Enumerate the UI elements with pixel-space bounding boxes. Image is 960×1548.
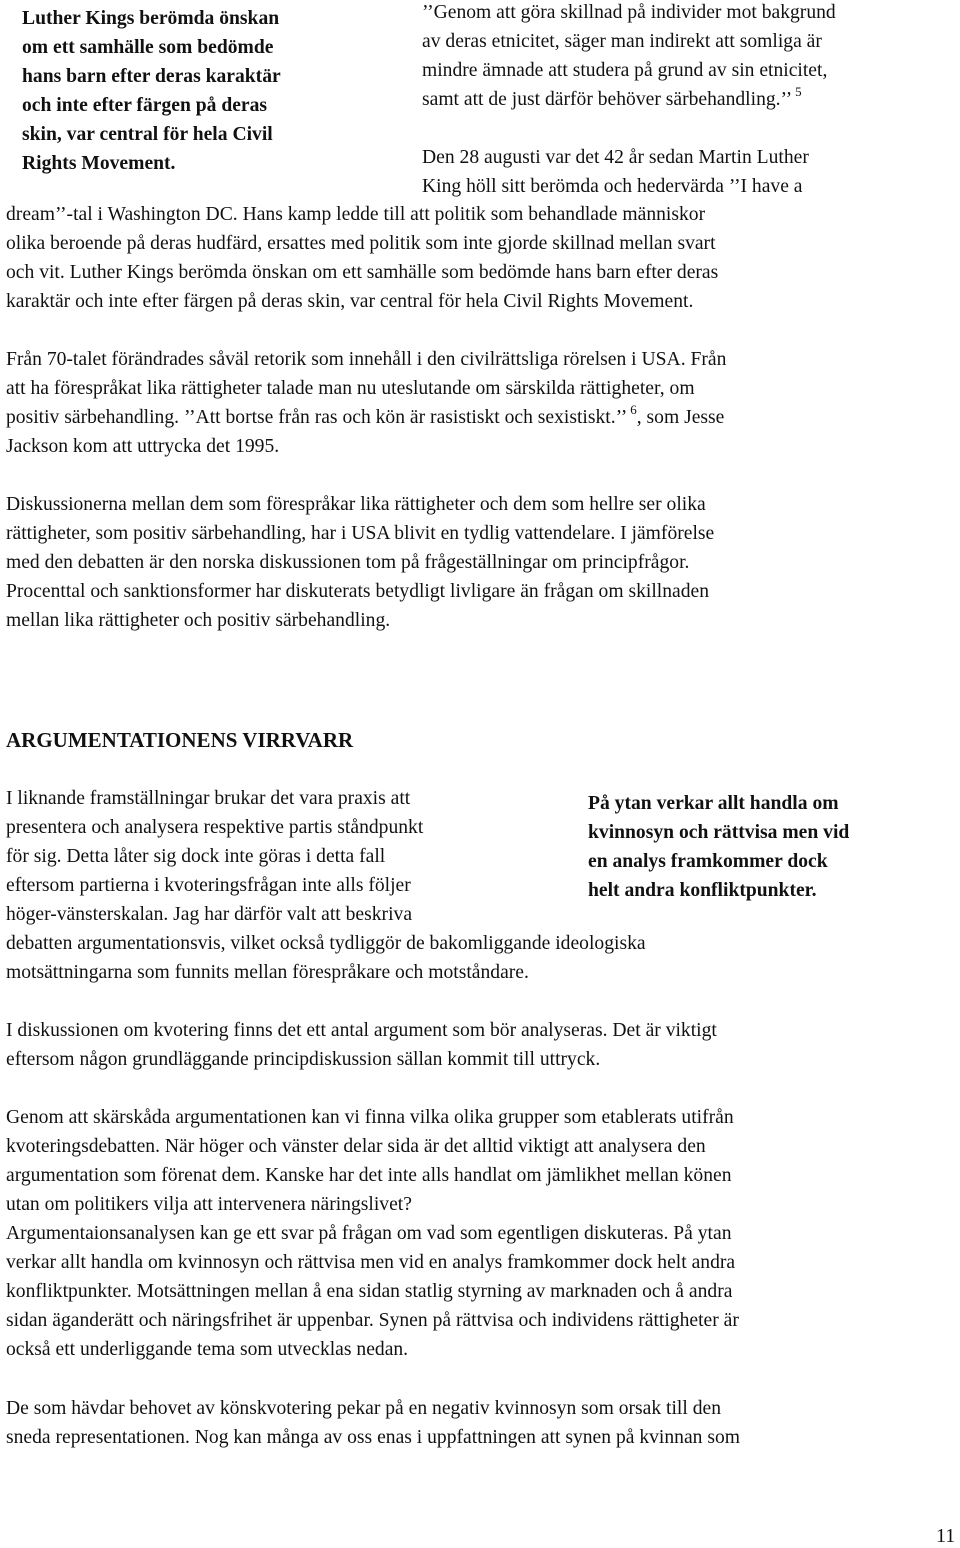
pull-quote-line: På ytan verkar allt handla om: [588, 793, 839, 814]
paragraph-line: Jackson kom att uttrycka det 1995.: [6, 436, 280, 457]
paragraph-line: I liknande framställningar brukar det vara praxis att: [6, 788, 411, 809]
paragraph-line: rättigheter, som positiv särbehandling, har i USA blivit en tydlig vattendelare. I jämförelse: [6, 523, 715, 544]
paragraph-line: presentera och analysera respektive partis ståndpunkt: [6, 817, 424, 838]
paragraph-text: , som Jesse: [636, 407, 725, 428]
footnote-marker[interactable]: 5: [795, 84, 802, 99]
pull-quote-line: hans barn efter deras karaktär: [22, 66, 281, 87]
pull-quote-line: skin, var central för hela Civil: [22, 124, 273, 145]
page-number: 11: [936, 1525, 956, 1547]
paragraph-line: olika beroende på deras hudfärd, ersattes med politik som inte gjorde skillnad mellan svart: [6, 233, 716, 254]
paragraph-text: positiv särbehandling. ’’Att bortse från ras och kön är rasistiskt och sexistiskt.’’: [6, 407, 628, 428]
footnote-marker[interactable]: 6: [630, 402, 637, 417]
paragraph-line: höger-vänsterskalan. Jag har därför valt att beskriva: [6, 904, 413, 925]
paragraph-line: karaktär och inte efter färgen på deras skin, var central för hela Civil Rights Movement.: [6, 291, 694, 312]
paragraph-line: [6, 403, 724, 433]
pull-quote-line: Rights Movement.: [22, 153, 176, 174]
paragraph-line: Diskussionerna mellan dem som förespråkar lika rättigheter och dem som hellre ser olika: [6, 494, 706, 515]
pull-quote-line: och inte efter färgen på deras: [22, 95, 268, 116]
paragraph-line: debatten argumentationsvis, vilket också tydliggör de bakomliggande ideologiska: [6, 933, 646, 954]
pull-quote-line: om ett samhälle som bedömde: [22, 37, 274, 58]
paragraph-line: också ett underliggande tema som utvecklas nedan.: [6, 1339, 409, 1360]
paragraph-line: dream’’-tal i Washington DC. Hans kamp ledde till att politik som behandlade människor: [6, 204, 706, 225]
quote-line: [422, 85, 802, 115]
quote-line: mindre ämnade att studera på grund av sin etnicitet,: [422, 60, 828, 81]
paragraph-line: utan om politikers vilja att intervenera näringslivet?: [6, 1194, 412, 1215]
paragraph-line: och vit. Luther Kings berömda önskan om ett samhälle som bedömde hans barn efter deras: [6, 262, 719, 283]
pull-quote-line: Luther Kings berömda önskan: [22, 8, 280, 29]
quote-line: ’’Genom att göra skillnad på individer mot bakgrund: [422, 2, 836, 23]
paragraph-line: argumentation som förenat dem. Kanske har det inte alls handlat om jämlikhet mellan könen: [6, 1165, 732, 1186]
paragraph-line: De som hävdar behovet av könskvotering pekar på en negativ kvinnosyn som orsak till den: [6, 1398, 722, 1419]
paragraph-line: eftersom någon grundläggande principdiskussion sällan kommit till uttryck.: [6, 1049, 601, 1070]
paragraph-line: Procenttal och sanktionsformer har diskuterats betydligt livligare än frågan om skillnaden: [6, 581, 710, 602]
paragraph-line: eftersom partierna i kvoteringsfrågan inte alls följer: [6, 875, 411, 896]
paragraph-line: kvoteringsdebatten. När höger och vänster delar sida är det alltid viktigt att analysera den: [6, 1136, 706, 1157]
pull-quote-line: en analys framkommer dock: [588, 851, 828, 872]
paragraph-line: Från 70-talet förändrades såväl retorik som innehåll i den civilrättsliga rörelsen i USA. Från: [6, 349, 727, 370]
pull-quote-line: helt andra konfliktpunkter.: [588, 880, 817, 901]
paragraph-line: motsättningarna som funnits mellan förespråkare och motståndare.: [6, 962, 529, 983]
paragraph-line: King höll sitt berömda och hedervärda ’’I have a: [422, 176, 803, 197]
paragraph-line: att ha förespråkat lika rättigheter talade man nu uteslutande om särskilda rättigheter, om: [6, 378, 695, 399]
paragraph-line: Argumentaionsanalysen kan ge ett svar på frågan om vad som egentligen diskuteras. På ytan: [6, 1223, 732, 1244]
paragraph-line: med den debatten är den norska diskussionen tom på frågeställningar om principfrågor.: [6, 552, 690, 573]
paragraph-line: konfliktpunkter. Motsättningen mellan å ena sidan statlig styrning av marknaden och å andra: [6, 1281, 733, 1302]
paragraph-line: sidan äganderätt och näringsfrihet är uppenbar. Synen på rättvisa och individens rättigheter är: [6, 1310, 739, 1331]
paragraph-line: Den 28 augusti var det 42 år sedan Martin Luther: [422, 147, 809, 168]
paragraph-line: mellan lika rättigheter och positiv särbehandling.: [6, 610, 391, 631]
quote-text: samt att de just därför behöver särbehandling.’’: [422, 89, 793, 110]
paragraph-line: sneda representationen. Nog kan många av oss enas i uppfattningen att synen på kvinnan som: [6, 1427, 741, 1448]
paragraph-line: I diskussionen om kvotering finns det ett antal argument som bör analyseras. Det är viktigt: [6, 1020, 717, 1041]
paragraph-line: Genom att skärskåda argumentationen kan vi finna vilka olika grupper som etablerats utifrån: [6, 1107, 734, 1128]
pull-quote-line: kvinnosyn och rättvisa men vid: [588, 822, 850, 843]
section-heading: ARGUMENTATIONENS VIRRVARR: [6, 728, 354, 752]
quote-line: av deras etnicitet, säger man indirekt att somliga är: [422, 31, 822, 52]
paragraph-line: verkar allt handla om kvinnosyn och rättvisa men vid en analys framkommer dock helt andra: [6, 1252, 736, 1273]
paragraph-line: för sig. Detta låter sig dock inte göras i detta fall: [6, 846, 386, 867]
